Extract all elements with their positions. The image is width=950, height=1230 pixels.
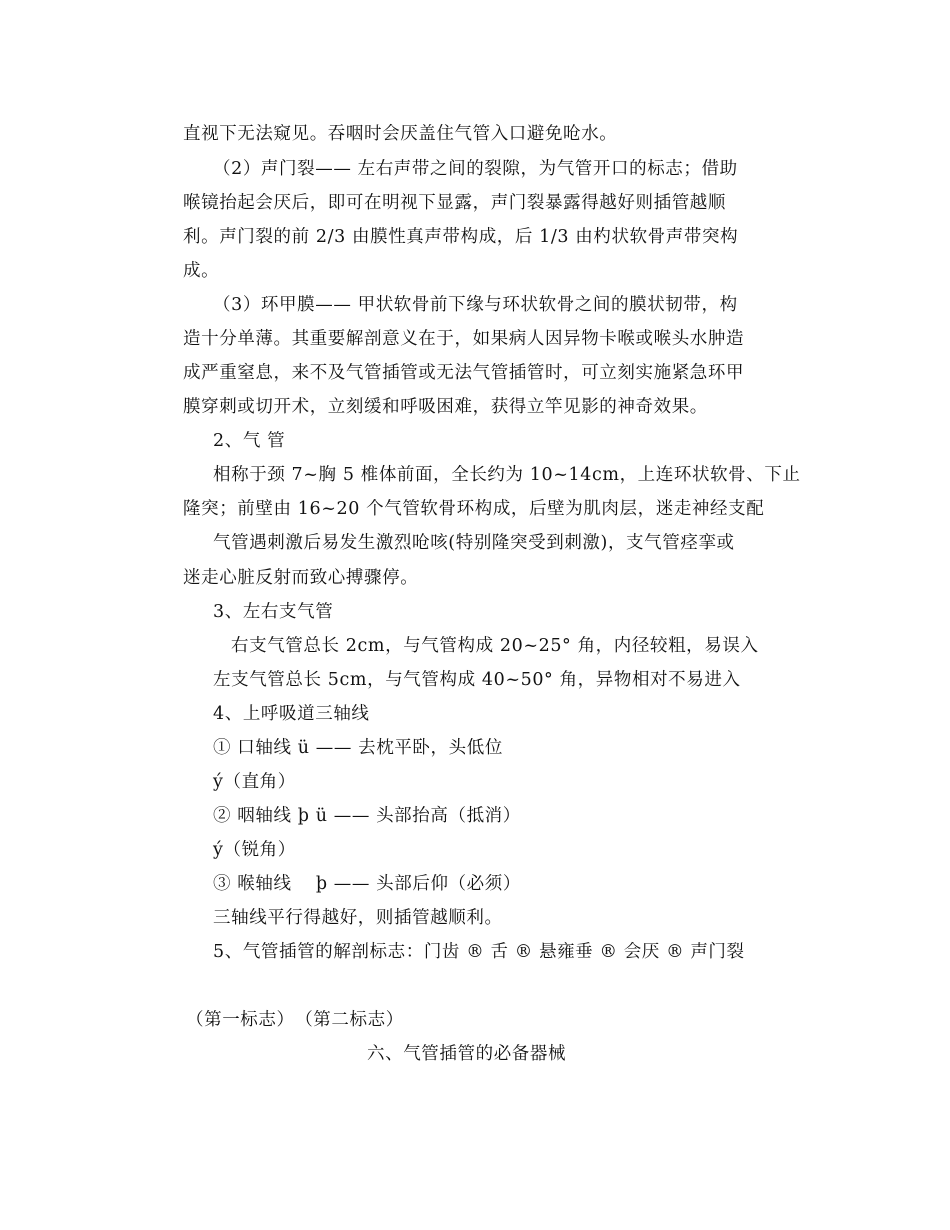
text-line: 相称于颈 7~胸 5 椎体前面，全长约为 10~14cm，上连环状软骨、下止 — [213, 465, 801, 485]
text-line: ① 口轴线 ü —— 去枕平卧，头低位 — [213, 738, 503, 758]
text-line: ② 咽轴线 þ ü —— 头部抬高（抵消） — [213, 806, 521, 826]
section-heading: 4、上呼吸道三轴线 — [213, 704, 370, 724]
text-line: 喉镜抬起会厌后，即可在明视下显露，声门裂暴露得越好则插管越顺 — [183, 193, 726, 213]
chapter-heading: 六、气管插管的必备器械 — [367, 1044, 567, 1064]
text-line: 左支气管总长 5cm，与气管构成 40~50° 角，异物相对不易进入 — [213, 670, 741, 690]
text-line: （2）声门裂—— 左右声带之间的裂隙，为气管开口的标志；借助 — [213, 159, 738, 179]
text-line: 利。声门裂的前 2/3 由膜性真声带构成，后 1/3 由杓状软骨声带突构 — [183, 227, 739, 247]
section-heading: 5、气管插管的解剖标志：门齿 ® 舌 ® 悬雍垂 ® 会厌 ® 声门裂 — [213, 942, 745, 962]
text-line: 右支气管总长 2cm，与气管构成 20~25° 角，内径较粗，易误入 — [231, 636, 759, 656]
text-line: 成严重窒息，来不及气管插管或无法气管插管时，可立刻实施紧急环甲 — [183, 363, 745, 383]
text-line: 直视下无法窥见。吞咽时会厌盖住气管入口避免呛水。 — [183, 124, 618, 144]
text-line: ý（直角） — [213, 772, 296, 792]
text-line: 三轴线平行得越好，则插管越顺利。 — [213, 908, 503, 928]
text-line: 迷走心脏反射而致心搏骤停。 — [183, 568, 419, 588]
section-heading: 2、气 管 — [213, 431, 286, 451]
text-line: 气管遇刺激后易发生激烈呛咳(特别隆突受到刺激)，支气管痉挛或 — [213, 533, 735, 553]
text-line: 成。 — [183, 261, 220, 281]
text-line: ③ 喉轴线 þ —— 头部后仰（必须） — [213, 874, 521, 894]
text-line: （第一标志） （第二标志） — [186, 1010, 404, 1030]
text-line: 造十分单薄。其重要解剖意义在于，如果病人因异物卡喉或喉头水肿造 — [183, 329, 745, 349]
section-heading: 3、左右支气管 — [213, 602, 334, 622]
text-line: ý（锐角） — [213, 840, 296, 860]
text-line: （3）环甲膜—— 甲状软骨前下缘与环状软骨之间的膜状韧带，构 — [213, 295, 738, 315]
text-line: 隆突；前壁由 16~20 个气管软骨环构成，后壁为肌肉层，迷走神经支配 — [183, 499, 765, 519]
text-line: 膜穿刺或切开术，立刻缓和呼吸困难，获得立竿见影的神奇效果。 — [183, 397, 708, 417]
